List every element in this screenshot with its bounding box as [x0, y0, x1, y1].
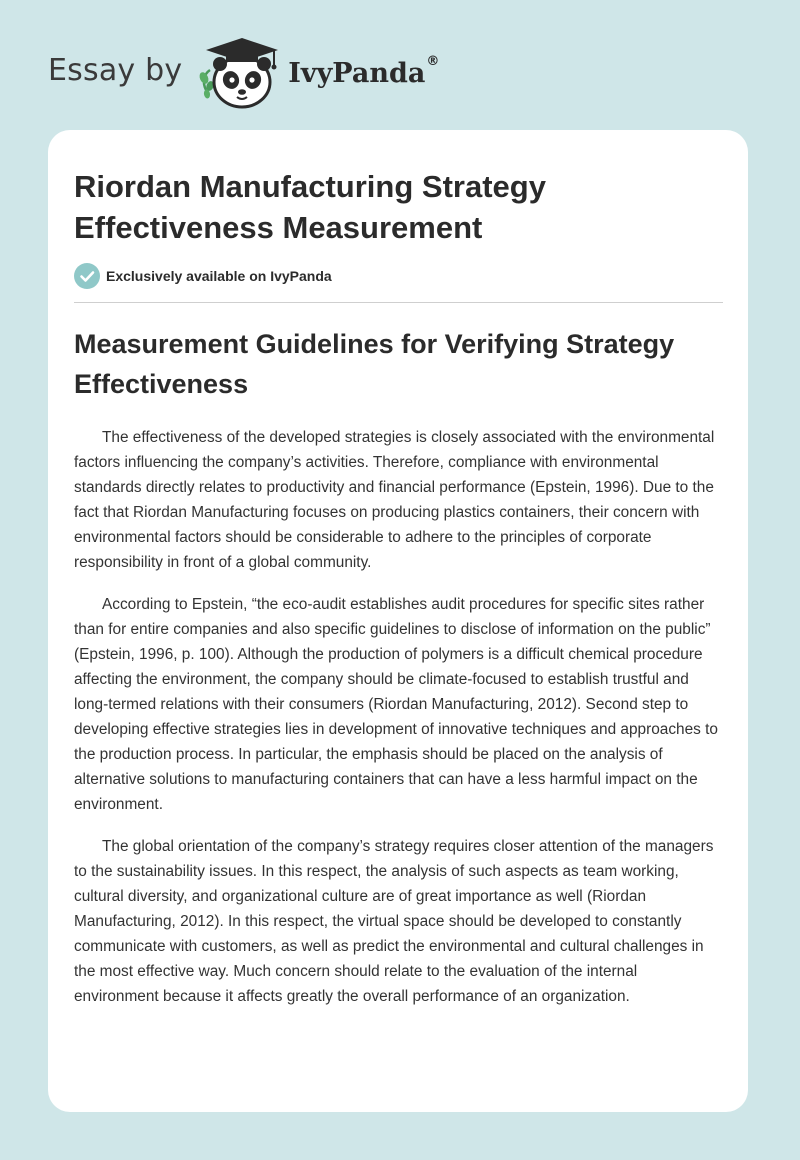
essay-card: [48, 130, 748, 1112]
check-circle-icon: [74, 263, 100, 289]
paragraph: The effectiveness of the developed strategies is closely associated with the environmental factors influencing the company’s activities. Therefore, compliance with environmental standards directly relates to productivity and financial performance (Epstein, 1996). Due to the fact that Riordan Manufacturing focuses on producing plastics containers, their concern with environmental factors should be considerable to adhere to the principles of corporate responsibility in front of a global community.: [74, 429, 715, 571]
essay-body: [74, 425, 724, 1026]
section-heading: Measurement Guidelines for Verifying Strategy Effectiveness: [74, 329, 675, 399]
panda-graduate-logo-icon: [194, 34, 286, 110]
title-divider: [74, 302, 723, 303]
essay-title: Riordan Manufacturing Strategy Effectiveness Measurement: [74, 169, 546, 245]
brand-name: IvyPanda®: [288, 53, 440, 89]
exclusive-badge: [74, 263, 332, 289]
registered-mark: ®: [426, 53, 440, 69]
paragraph: According to Epstein, “the eco-audit establishes audit procedures for specific sites rather than for entire companies and also specific guidelines to disclose of information on the public” (Epstein, 1996, p. 100). Although the production of polymers is a difficult chemical procedure affecting the environment, the company should be climate-focused to establish trustful and long-termed relations with their consumers (Riordan Manufacturing, 2012). Second step to developing effective strategies lies in development of innovative techniques and approaches to the production process. In particular, the emphasis should be placed on the analysis of alternative solutions to manufacturing containers that can have a less harmful impact on the environment.: [74, 596, 718, 813]
exclusive-badge-label: Exclusively available on IvyPanda: [106, 268, 332, 284]
paragraph: The global orientation of the company’s strategy requires closer attention of the managers to the sustainability issues. In this respect, the analysis of such aspects as team working, cultural diversity, and organizational culture are of great importance as well (Riordan Manufacturing, 2012). In this respect, the virtual space should be developed to constantly communicate with customers, as well as predict the environmental and cultural challenges in the most effective way. Much concern should relate to the evaluation of the internal environment because it affects greatly the overall performance of an organization.: [74, 838, 714, 1005]
site-logo[interactable]: [48, 34, 439, 110]
essay-by-label: Essay by: [48, 52, 183, 88]
